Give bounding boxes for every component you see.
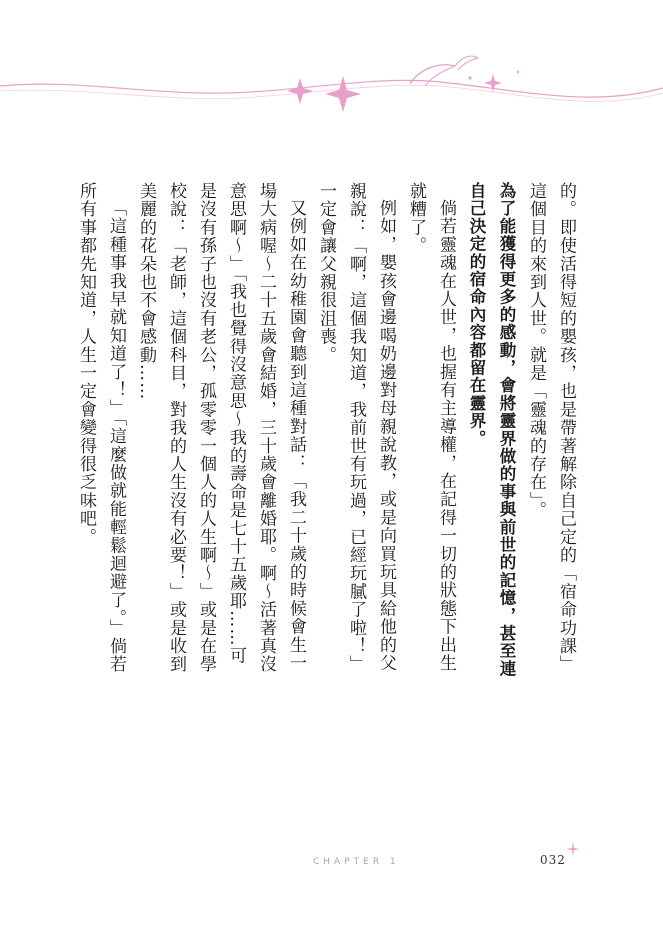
paragraph-2-emphasis: 為了能獲得更多的感動，會將靈界做的事與前世的記憶，甚至連自己決定的宿命內容都留在靈界。 (467, 182, 516, 678)
paragraph-1: 的。即使活得短的嬰孩，也是帶著解除自己定的「宿命功課」這個目的來到人世。就是「靈魂的存在」。 (526, 182, 576, 674)
paragraph-4: 例如，嬰孩會邊喝奶邊對母親說教，或是向買玩具給他的父親說：「啊，這個我知道，我前世有玩過，已經玩膩了啦！」一定會讓父親很沮喪。 (316, 182, 396, 674)
chapter-label: CHAPTER 1 (313, 857, 400, 867)
paragraph-3: 倘若靈魂在人世，也握有主導權，在記得一切的狀態下出生就糟了。 (406, 182, 456, 673)
decorative-header-ornament (0, 48, 663, 118)
paragraph-5: 又例如在幼稚園會聽到這種對話：「我二十歲的時候會生一場大病喔～二十五歲會結婚，三十歲會離婚耶。啊～活著真沒意思啊～」「我也覺得沒意思～我的壽命是七十五歲耶……可是沒有孫子也沒有老公，孤零零一個人的人生啊～」或是在學校說：「老師，這個科目，對我的人生沒有必要！」或是收到美麗的花朵也不會感動…… (136, 182, 306, 674)
vertical-body-text (71, 182, 581, 682)
sparkle-icon (566, 842, 580, 856)
page-number: 032 (540, 853, 566, 867)
paragraph-6: 「這種事我早就知道了！」「這麼做就能輕鬆迴避了。」倘若所有事都先知道，人生一定會變得很乏味吧。 (76, 182, 126, 674)
